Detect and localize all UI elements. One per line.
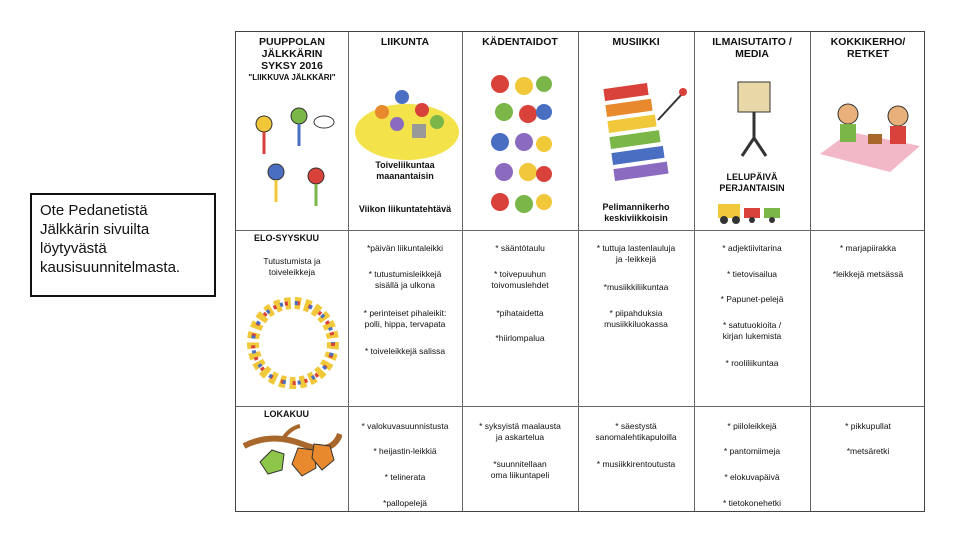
- liikunta-weekly-task: Viikon liikuntatehtävä: [358, 204, 452, 214]
- elo-ilmaisu-1: * adjektiivitarina: [722, 243, 782, 253]
- paperbag-character-illustration: [724, 78, 784, 158]
- elo-kokki-2: *leikkejä metsässä: [832, 269, 904, 279]
- loka-kaden-2: *suunnitellaan oma liikuntapeli: [490, 459, 550, 480]
- loka-ilmaisu-1: * piiloleikkejä: [727, 421, 777, 431]
- playground-kids-illustration: [352, 62, 460, 162]
- row-divider: [236, 406, 924, 407]
- elo-kaden-2: * toivepuuhun toivomuslehdet: [491, 269, 549, 290]
- elo-musiikki-1: * tuttuja lastenlauluja ja -leikkejä: [596, 243, 676, 264]
- loka-ilmaisu-3: * elokuvapäivä: [724, 472, 780, 482]
- loka-kokki-1: * pikkupullat: [845, 421, 891, 431]
- loka-kokki-2: *metsäretki: [846, 446, 890, 456]
- caption-box: [30, 193, 216, 297]
- header-liikunta: LIIKUNTA: [380, 36, 430, 48]
- elo-musiikki-3: * piipahduksia musiikkiluokassa: [604, 308, 668, 329]
- loka-musiikki-2: * musiikkirentoutusta: [596, 459, 676, 469]
- caption-text: Ote Pedanetistä Jälkkärin sivuilta löytyvästä kausisuunnitelmasta.: [40, 202, 181, 276]
- row-divider: [236, 230, 924, 231]
- elo-label: ELO-SYYSKUU: [254, 233, 320, 243]
- elo-ilmaisu-2: * tietovisailua: [726, 269, 778, 279]
- season-plan-sheet: [235, 31, 925, 512]
- toy-train-illustration: [714, 198, 784, 226]
- loka-liikunta-1: * valokuvasuunnistusta: [361, 421, 449, 431]
- loka-liikunta-4: *pallopelejä: [383, 498, 427, 508]
- autumn-branch-illustration: [242, 424, 342, 484]
- picnic-kids-illustration: [820, 94, 920, 174]
- musiikki-schedule: Pelimannikerho keskiviikkoisin: [602, 202, 670, 223]
- elo-kokki-1: * marjapiirakka: [839, 243, 897, 253]
- loka-liikunta-3: * telinerata: [384, 472, 426, 482]
- header-kadentaidot: KÄDENTAIDOT: [482, 36, 558, 48]
- elo-ilmaisu-4: * satutuokioita / kirjan lukemista: [722, 320, 782, 341]
- elo-ilmaisu-5: * rooliliikuntaa: [725, 358, 779, 368]
- xylophone-illustration: [598, 80, 688, 190]
- elo-musiikki-2: *musiikkiliikuntaa: [603, 282, 669, 292]
- loka-liikunta-2: * heijastin-leikkiä: [373, 446, 437, 456]
- elo-liikunta-3: * perinteiset pihaleikit: polli, hippa, tervapata: [363, 308, 447, 329]
- elo-kaden-4: *hiirlompalua: [495, 333, 545, 343]
- title-header: PUUPPOLAN JÄLKKÄRIN SYKSY 2016 "LIIKKUVA JÄLKKÄRI": [248, 36, 336, 82]
- elo-kaden-1: * sääntötaulu: [495, 243, 545, 253]
- header-ilmaisutaito: ILMAISUTAITO / MEDIA: [712, 36, 792, 60]
- elo-liikunta-2: * tutustumisleikkejä sisällä ja ulkona: [368, 269, 442, 290]
- children-circle-illustration: [246, 286, 340, 400]
- elo-ilmaisu-3: * Papunet-pelejä: [720, 294, 784, 304]
- loka-ilmaisu-4: * tietokonehetki: [722, 498, 782, 508]
- ilmaisu-toy-day: LELUPÄIVÄ PERJANTAISIN: [719, 172, 785, 193]
- loka-kaden-1: * syksyistä maalausta ja askartelua: [479, 421, 561, 442]
- stick-kids-illustration: [244, 94, 344, 224]
- loka-musiikki-1: * säestystä sanomalehtikapuloilla: [595, 421, 677, 442]
- loka-label: LOKAKUU: [264, 409, 309, 419]
- header-kokkikerho: KOKKIKERHO/ RETKET: [830, 36, 906, 60]
- header-musiikki: MUSIIKKI: [612, 36, 660, 48]
- elo-subtitle: Tutustumista ja toiveleikkeja: [263, 256, 321, 277]
- elo-liikunta-4: * toiveleikkejä salissa: [364, 346, 446, 356]
- elo-kaden-3: *pihataidetta: [496, 308, 544, 318]
- elo-liikunta-1: *päivän liikuntaleikki: [366, 243, 444, 253]
- loka-ilmaisu-2: * pantomiimeja: [723, 446, 781, 456]
- liikunta-schedule: Toiveliikuntaa maanantaisin: [375, 160, 435, 181]
- handprints-illustration: [486, 72, 556, 222]
